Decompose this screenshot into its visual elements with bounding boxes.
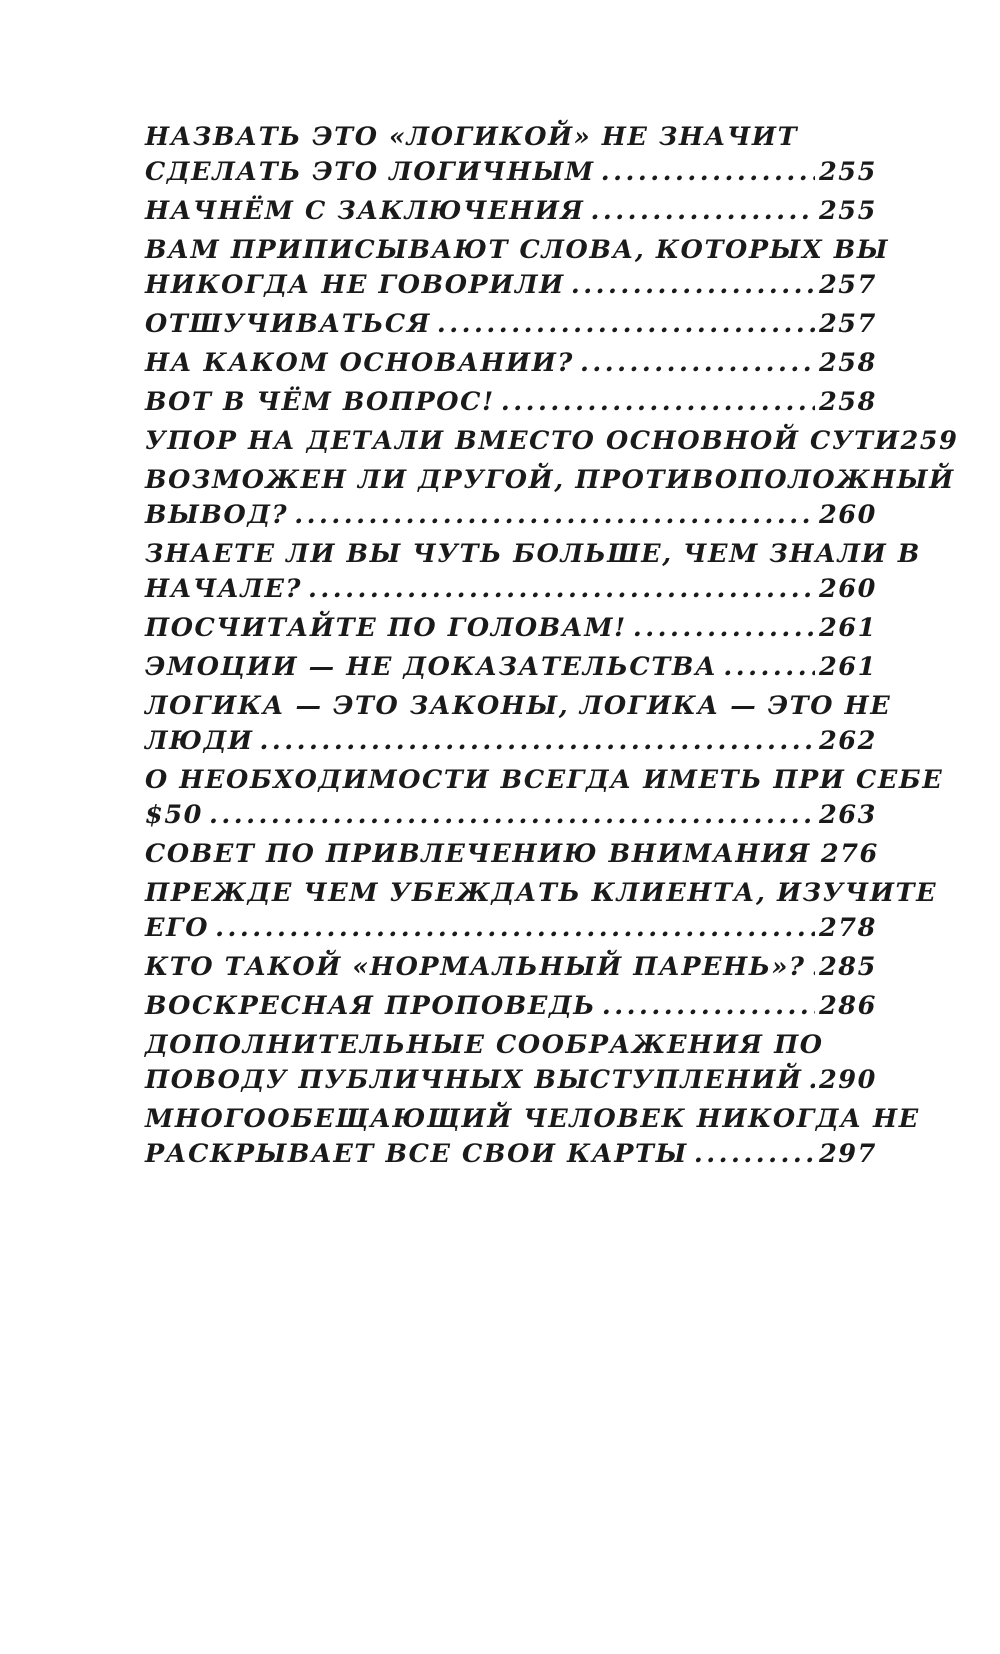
toc-page-number: 263 [818, 800, 877, 830]
toc-entry-title-line: ПОВОДУ ПУБЛИЧНЫХ ВЫСТУПЛЕНИЙ [145, 1065, 803, 1095]
toc-entry-title-line: $50 [145, 800, 204, 830]
toc-entry-last-line [145, 572, 877, 607]
toc-entry [145, 837, 877, 872]
toc-page-number: 257 [818, 309, 877, 339]
dot-leader [209, 798, 815, 833]
dot-leader [260, 724, 815, 759]
toc-entry [145, 120, 877, 190]
toc-entry-title-line: ЕГО [145, 913, 210, 943]
dot-leader [694, 1137, 815, 1172]
toc-entry [145, 385, 877, 420]
dot-leader [501, 385, 815, 420]
dot-leader [437, 307, 815, 342]
toc-entry-last-line [145, 498, 877, 533]
dot-leader [723, 650, 815, 685]
toc-entry [145, 689, 892, 759]
toc-entry [145, 346, 877, 381]
toc-entry [145, 463, 955, 533]
toc-entry-title-line: ДОПОЛНИТЕЛЬНЫЕ СООБРАЖЕНИЯ ПО [145, 1030, 824, 1060]
toc-entry-last-line [145, 385, 877, 420]
toc-entry-last-line [145, 194, 877, 229]
dot-leader [602, 989, 815, 1024]
toc-entry [145, 989, 877, 1024]
toc-entry [145, 1028, 877, 1098]
toc-page-number: 258 [818, 348, 877, 378]
toc-entry-title-line: ЗНАЕТЕ ЛИ ВЫ ЧУТЬ БОЛЬШЕ, ЧЕМ ЗНАЛИ В [145, 539, 921, 569]
toc-entry [145, 1102, 920, 1172]
toc-page-number: 255 [818, 196, 877, 226]
dot-leader [308, 572, 815, 607]
toc-entry-title-line: НАЧНЁМ С ЗАКЛЮЧЕНИЯ [145, 196, 585, 226]
toc-entry-title-line: ПРЕЖДЕ ЧЕМ УБЕЖДАТЬ КЛИЕНТА, ИЗУЧИТЕ [145, 878, 938, 908]
toc-entry-title-line: ВОСКРЕСНАЯ ПРОПОВЕДЬ [145, 991, 596, 1021]
toc-entry-title-line: ОТШУЧИВАТЬСЯ [145, 309, 431, 339]
toc-entry [145, 650, 877, 685]
toc-entry-title-line: МНОГООБЕЩАЮЩИЙ ЧЕЛОВЕК НИКОГДА НЕ [145, 1104, 920, 1134]
toc-entry-title-line: НИКОГДА НЕ ГОВОРИЛИ [145, 270, 565, 300]
toc-page-number: 276 [820, 839, 879, 869]
toc-entry [145, 950, 877, 985]
toc-page-number: 259 [900, 426, 959, 456]
toc-entry-title-line: ЭМОЦИИ — НЕ ДОКАЗАТЕЛЬСТВА [145, 652, 718, 682]
toc-entry-title-line: КТО ТАКОЙ «НОРМАЛЬНЫЙ ПАРЕНЬ»? [145, 952, 806, 982]
toc-entry-title-line: ЛОГИКА — ЭТО ЗАКОНЫ, ЛОГИКА — ЭТО НЕ [145, 691, 892, 721]
toc-entry-title-line: РАСКРЫВАЕТ ВСЕ СВОИ КАРТЫ [145, 1139, 688, 1169]
toc-entry [145, 611, 877, 646]
toc-page-number: 261 [818, 613, 877, 643]
toc-entry-title-line: НАЧАЛЕ? [145, 574, 303, 604]
dot-leader [601, 155, 815, 190]
toc-entry-title-line: УПОР НА ДЕТАЛИ ВМЕСТО ОСНОВНОЙ СУТИ [145, 426, 901, 456]
toc-entry [145, 194, 877, 229]
toc-page-number: 290 [818, 1065, 877, 1095]
toc-entry [145, 307, 877, 342]
toc-page-number: 258 [818, 387, 877, 417]
toc-entry-last-line [145, 911, 877, 946]
toc-entry-title-line: СОВЕТ ПО ПРИВЛЕЧЕНИЮ ВНИМАНИЯ [145, 839, 811, 869]
toc-entry-last-line [145, 346, 877, 381]
dot-leader [809, 1063, 815, 1098]
toc-page-number: 255 [818, 157, 877, 187]
dot-leader [633, 611, 815, 646]
toc-page-number: 260 [818, 500, 877, 530]
dot-leader [294, 498, 815, 533]
toc-entry-title-line: СДЕЛАТЬ ЭТО ЛОГИЧНЫМ [145, 157, 595, 187]
dot-leader [215, 911, 815, 946]
table-of-contents [145, 120, 959, 1176]
toc-page-number: 257 [818, 270, 877, 300]
toc-entry-last-line [145, 1137, 877, 1172]
toc-entry [145, 876, 938, 946]
toc-page-number: 262 [818, 726, 877, 756]
toc-entry-title-line: О НЕОБХОДИМОСТИ ВСЕГДА ИМЕТЬ ПРИ СЕБЕ [145, 765, 944, 795]
toc-entry-last-line [145, 724, 877, 759]
toc-entry-last-line [145, 155, 877, 190]
toc-entry-title-line: ВОЗМОЖЕН ЛИ ДРУГОЙ, ПРОТИВОПОЛОЖНЫЙ [145, 465, 955, 495]
toc-page-number: 278 [818, 913, 877, 943]
dot-leader [590, 194, 814, 229]
toc-page-number: 261 [818, 652, 877, 682]
toc-entry-title-line: ЛЮДИ [145, 726, 254, 756]
dot-leader [580, 346, 815, 381]
toc-entry-last-line [145, 611, 877, 646]
toc-entry-title-line: ВЫВОД? [145, 500, 289, 530]
toc-entry [145, 763, 944, 833]
toc-entry-title-line: ВОТ В ЧЁМ ВОПРОС! [145, 387, 495, 417]
toc-entry-last-line [145, 650, 877, 685]
toc-entry-last-line [145, 989, 877, 1024]
toc-entry-last-line [145, 837, 877, 872]
toc-entry-title-line: НА КАКОМ ОСНОВАНИИ? [145, 348, 574, 378]
toc-entry-last-line [145, 798, 877, 833]
toc-entry [145, 537, 921, 607]
toc-entry-last-line [145, 950, 877, 985]
toc-entry [145, 233, 890, 303]
toc-page-number: 286 [818, 991, 877, 1021]
toc-entry-last-line [145, 268, 877, 303]
toc-entry-last-line [145, 307, 877, 342]
toc-entry-last-line [145, 424, 959, 459]
dot-leader [812, 950, 815, 985]
toc-page-number: 260 [818, 574, 877, 604]
toc-entry [145, 424, 959, 459]
toc-page-number: 297 [818, 1139, 877, 1169]
toc-entry-title-line: ПОСЧИТАЙТЕ ПО ГОЛОВАМ! [145, 613, 627, 643]
toc-entry-title-line: НАЗВАТЬ ЭТО «ЛОГИКОЙ» НЕ ЗНАЧИТ [145, 122, 799, 152]
toc-entry-title-line: ВАМ ПРИПИСЫВАЮТ СЛОВА, КОТОРЫХ ВЫ [145, 235, 890, 265]
toc-entry-last-line [145, 1063, 877, 1098]
dot-leader [571, 268, 815, 303]
toc-page-number: 285 [818, 952, 877, 982]
